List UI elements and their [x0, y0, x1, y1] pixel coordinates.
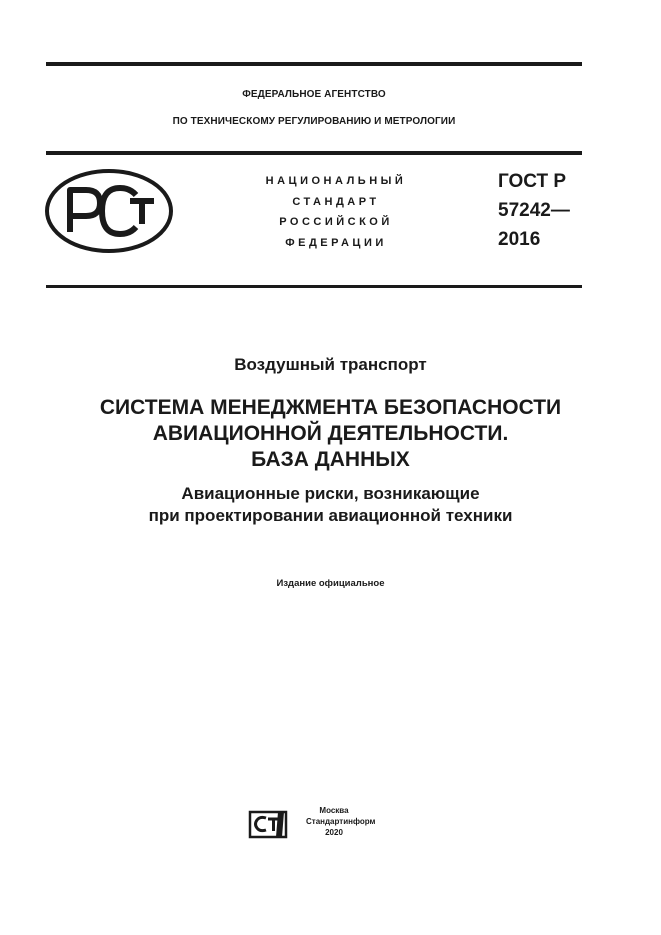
publisher-name: Стандартинформ [306, 817, 376, 826]
middle-rule [46, 151, 582, 155]
edition-note: Издание официальное [276, 578, 385, 589]
standard-type-line: ФЕДЕРАЦИИ [285, 236, 387, 249]
standard-type-line: СТАНДАРТ [292, 195, 380, 208]
designation-line-3: 2016 [498, 229, 541, 250]
title-line: АВИАЦИОННОЙ ДЕЯТЕЛЬНОСТИ. [152, 422, 509, 445]
standard-designation [498, 167, 570, 254]
document-subject: Воздушный транспорт [234, 355, 427, 374]
document-subtitle [46, 483, 615, 527]
title-line: БАЗА ДАННЫХ [251, 448, 410, 471]
document-title [46, 395, 615, 473]
agency-line-1: ФЕДЕРАЛЬНОЕ АГЕНТСТВО [242, 89, 386, 100]
publisher-city: Москва [319, 806, 349, 815]
top-rule [46, 62, 582, 66]
designation-line-2: 57242— [498, 200, 570, 221]
designation-line-1: ГОСТ Р [498, 171, 567, 192]
subtitle-line: при проектировании авиационной техники [148, 506, 513, 525]
publication-year: 2020 [325, 828, 343, 837]
publisher-info [306, 805, 376, 838]
lower-rule [46, 285, 582, 288]
standard-type-line: РОССИЙСКОЙ [279, 216, 393, 228]
standard-type [236, 171, 436, 253]
subtitle-line: Авиационные риски, возникающие [181, 484, 480, 503]
agency-line-2: ПО ТЕХНИЧЕСКОМУ РЕГУЛИРОВАНИЮ И МЕТРОЛОГИИ [172, 116, 456, 127]
rst-certification-logo [44, 168, 174, 254]
standard-type-line: НАЦИОНАЛЬНЫЙ [265, 175, 407, 187]
title-line: СИСТЕМА МЕНЕДЖМЕНТА БЕЗОПАСНОСТИ [99, 396, 562, 419]
publisher-logo [248, 809, 288, 839]
